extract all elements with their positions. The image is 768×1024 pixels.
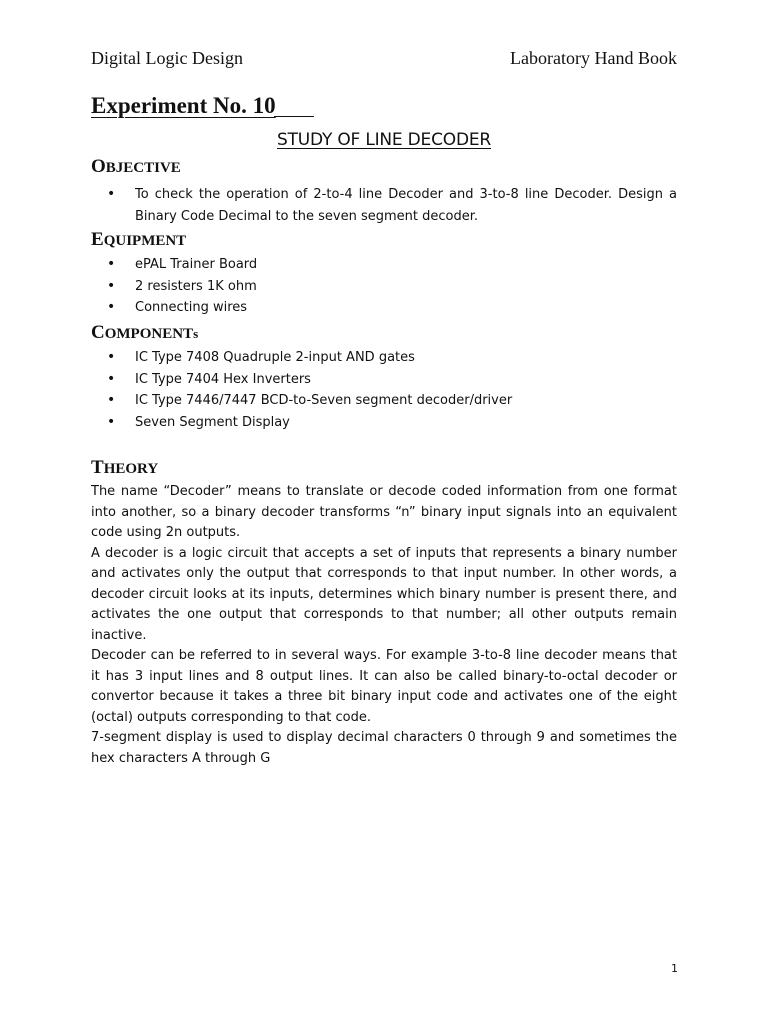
theory-paragraph: Decoder can be referred to in several ways. For example 3-to-8 line decoder means that it has 3 input lines and 8 output lines. It can also be called binary-to-octal decoder or convertor because it takes a three bit binary input code and activates one of the eight (octal) outputs corresponding to that code. — [91, 648, 677, 725]
page-number: 1 — [671, 962, 678, 975]
theory-paragraph: A decoder is a logic circuit that accepts a set of inputs that represents a binary number and activates only the output that corresponds to that input number. In other words, a decoder circuit looks at its inputs, determines which binary number is present there, and activates the one output that corresponds to that number; all other outputs remain inactive. — [91, 545, 677, 643]
equipment-item: • Connecting wires — [107, 297, 677, 319]
components-heading — [91, 322, 198, 344]
theory-heading-rest: HEORY — [103, 461, 159, 477]
components-heading-rest: OMPONENT — [104, 326, 194, 342]
objective-heading-rest: BJECTIVE — [105, 160, 181, 176]
components-heading-suffix: s — [193, 326, 199, 341]
equipment-item: • 2 resisters 1K ohm — [107, 276, 677, 298]
objective-heading — [91, 156, 181, 178]
objective-list — [107, 184, 677, 227]
header-course-title: Digital Logic Design — [91, 48, 243, 68]
equipment-heading — [91, 229, 186, 251]
equipment-heading-cap: E — [91, 229, 104, 250]
components-heading-cap: C — [91, 322, 105, 343]
header-book-title: Laboratory Hand Book — [510, 48, 677, 68]
theory-heading-cap: T — [91, 457, 104, 478]
equipment-item: • ePAL Trainer Board — [107, 254, 677, 276]
title-underline-tail — [274, 115, 314, 117]
components-item: • Seven Segment Display — [107, 412, 677, 434]
equipment-heading-rest: QUIPMENT — [103, 233, 187, 249]
experiment-subtitle: STUDY OF LINE DECODER — [276, 130, 491, 150]
experiment-title — [91, 93, 314, 119]
objective-item: • To check the operation of 2-to-4 line Decoder and 3-to-8 line Decoder. Design a Binary Code Decimal to the seven segment decoder. — [107, 184, 677, 227]
components-list — [107, 347, 677, 433]
equipment-list — [107, 254, 677, 319]
components-item: • IC Type 7404 Hex Inverters — [107, 369, 677, 391]
page-header — [91, 48, 677, 69]
theory-paragraph: 7-segment display is used to display decimal characters 0 through 9 and sometimes the hex characters A through G — [91, 730, 677, 766]
experiment-title-text: Experiment No. 10 — [91, 93, 276, 118]
components-item: • IC Type 7408 Quadruple 2-input AND gates — [107, 347, 677, 369]
theory-heading — [91, 457, 158, 479]
theory-paragraph: The name “Decoder” means to translate or decode coded information from one format into another, so a binary decoder transforms “n” binary input signals into an equivalent code using 2n outputs. — [91, 484, 677, 540]
components-item: • IC Type 7446/7447 BCD-to-Seven segment decoder/driver — [107, 390, 677, 412]
theory-body — [91, 482, 677, 769]
objective-heading-cap: O — [91, 156, 106, 177]
